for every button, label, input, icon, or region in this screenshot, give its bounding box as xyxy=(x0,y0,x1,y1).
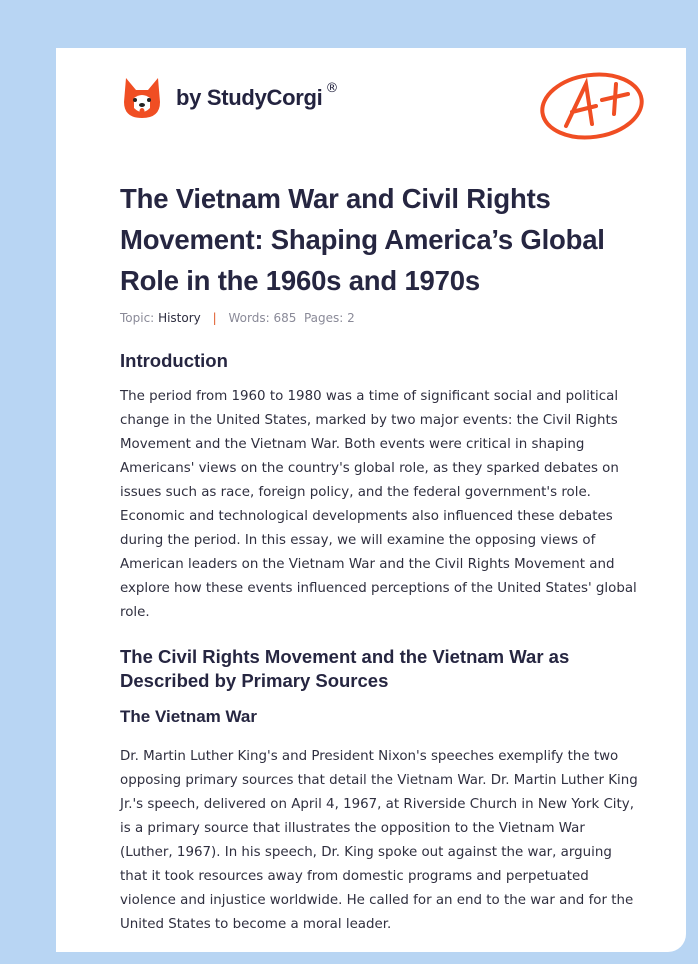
page-title: The Vietnam War and Civil Rights Movement: Shaping America’s Global Role in the 1960s and 1970s xyxy=(120,183,605,296)
registered-mark: ® xyxy=(325,80,339,96)
meta-separator: | xyxy=(212,311,217,325)
subheading-vietnam-war: The Vietnam War xyxy=(120,707,257,726)
topic-link[interactable]: History xyxy=(158,311,201,325)
introduction-paragraph: The period from 1960 to 1980 was a time of significant social and political change in the United States, marked by two major events: the Civil Rights Movement and the Vietnam War. Both events were critical in shaping Americans' views on the country's global role, as they sparked debates on issues such as race, foreign policy, and the federal government's role. Economic and technological developments also influenced these debates during the period. In this essay, we will examine the opposing views of American leaders on the Vietnam War and the Civil Rights Movement and explore how these events influenced perceptions of the United States' global role. xyxy=(120,389,637,620)
a-plus-grade-icon xyxy=(536,70,648,142)
words-label: Words: xyxy=(228,311,270,325)
vietnam-war-paragraph: Dr. Martin Luther King's and President Nixon's speeches exemplify the two opposing primary sources that detail the Vietnam War. Dr. Martin Luther King Jr.'s speech, delivered on April 4, 1967, at Riverside Church in New York City, is a primary source that illustrates the opposition to the Vietnam War (Luther, 1967). In his speech, Dr. King spoke out against the war, arguing that it took resources away from domestic programs and perpetuated violence and injustice worldwide. He called for an end to the war and for the United States to become a moral leader. xyxy=(120,749,638,932)
brand-name: by StudyCorgi xyxy=(176,85,323,110)
studycorgi-logo[interactable] xyxy=(122,76,338,120)
topic-label: Topic: xyxy=(120,311,155,325)
pages-count: 2 xyxy=(347,311,355,325)
corgi-icon xyxy=(122,76,162,120)
section-heading-primary-sources: The Civil Rights Movement and the Vietnam War as Described by Primary Sources xyxy=(120,646,570,691)
document-card xyxy=(56,48,686,952)
document-meta xyxy=(120,311,640,325)
words-count: 685 xyxy=(273,311,297,325)
pages-label: Pages: xyxy=(303,311,344,325)
section-heading-introduction: Introduction xyxy=(120,350,228,371)
